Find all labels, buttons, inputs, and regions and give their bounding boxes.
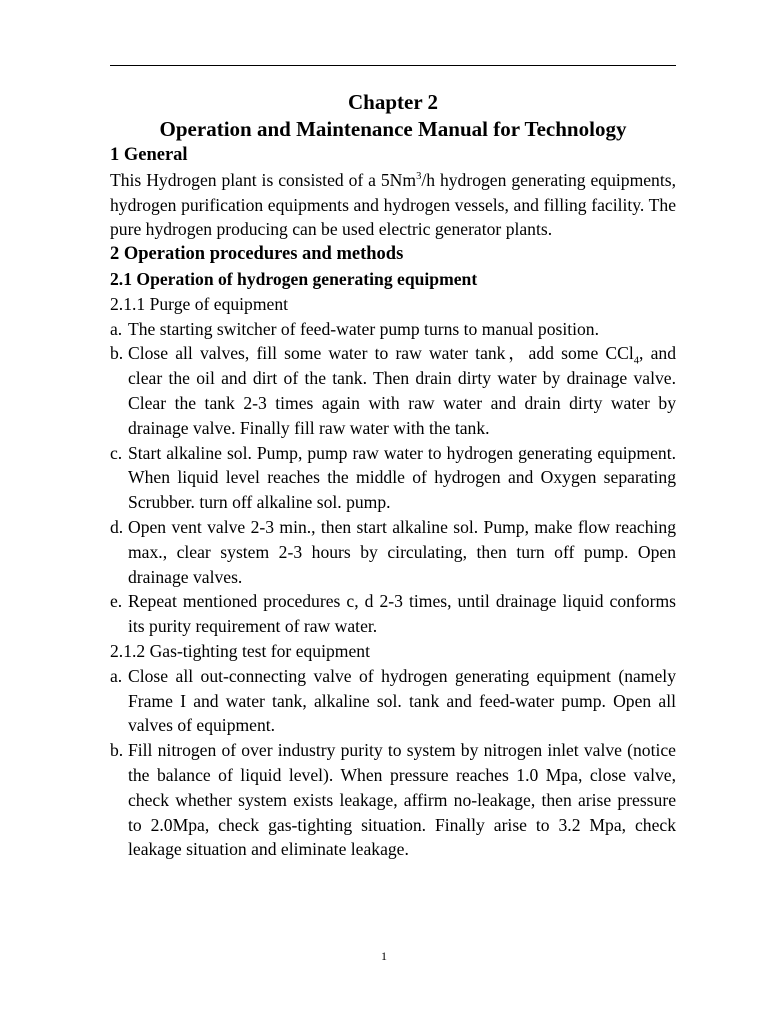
list-text: Close all out-connecting valve of hydrogen generating equipment (namely Frame I and water tank, alkaline sol. tank and feed-water pump. Open all valves of equipment. — [128, 665, 676, 736]
list-label: c. — [110, 442, 123, 463]
section-2-heading: 2 Operation procedures and methods — [110, 244, 404, 265]
page-number: 1 — [381, 949, 387, 963]
list-item — [110, 738, 676, 862]
list-label: a. — [110, 318, 123, 339]
section-2-1-1-heading: 2.1.1 Purge of equipment — [110, 293, 289, 314]
section-2-1-2-heading: 2.1.2 Gas-tighting test for equipment — [110, 640, 370, 661]
list-item — [110, 317, 676, 342]
list-label: e. — [110, 591, 123, 612]
list-text-end: , and clear the oil and dirt of the tank. Then drain dirty water by drainage valve. Clear the tank 2-3 times again with raw water and drain dirty water by drainage valve. Finally fill raw water with the tank. — [128, 343, 676, 438]
general-text-end: /h hydrogen generating equipments, hydrogen purification equipments and hydrogen vessels, and filling facility. The pure hydrogen producing can be used electric generator plants. — [110, 169, 676, 240]
general-paragraph — [110, 168, 676, 242]
list-text: Start alkaline sol. Pump, pump raw water to hydrogen generating equipment. When liquid level reaches the middle of hydrogen and Oxygen separating Scrubber. turn off alkaline sol. pump. — [128, 442, 676, 513]
chapter-heading: Chapter 2 — [347, 90, 439, 114]
section-1-heading: 1 General — [110, 145, 188, 165]
list-label: d. — [110, 516, 124, 537]
header-rule — [110, 65, 676, 66]
list-item — [110, 664, 676, 738]
section-2-1-heading: 2.1 Operation of hydrogen generating equipment — [110, 268, 478, 289]
document-title: Operation and Maintenance Manual for Technology — [159, 117, 627, 141]
list-label: a. — [110, 665, 123, 686]
list-item — [110, 515, 676, 589]
list-text — [128, 341, 676, 440]
list-text: Repeat mentioned procedures c, d 2-3 times, until drainage liquid conforms its purity requirement of raw water. — [128, 591, 676, 637]
list-item — [110, 341, 676, 440]
list-text: Fill nitrogen of over industry purity to system by nitrogen inlet valve (notice the balance of liquid level). When pressure reaches 1.0 Mpa, close valve, check whether system exists leakage, affirm no-leakage, then arise pressure to 2.0Mpa, check gas-tighting situation. Finally arise to 3.2 Mpa, check leakage situation and eliminate leakage. — [128, 740, 676, 860]
page-body — [110, 88, 676, 862]
list-text-start: Close all valves, fill some water to raw water tank，add some CCl — [128, 343, 634, 364]
list-label: b. — [110, 343, 124, 364]
general-text-start: This Hydrogen plant is consisted of a 5Nm — [110, 169, 417, 190]
list-item — [110, 441, 676, 515]
list-item — [110, 589, 676, 639]
list-label: b. — [110, 740, 124, 761]
subscript-4: 4 — [633, 355, 640, 367]
list-text: Open vent valve 2-3 min., then start alkaline sol. Pump, make flow reaching max., clear system 2-3 hours by circulating, then turn off pump. Open drainage valves. — [128, 516, 676, 587]
superscript-3: 3 — [416, 170, 422, 182]
list-text: The starting switcher of feed-water pump turns to manual position. — [128, 318, 600, 339]
